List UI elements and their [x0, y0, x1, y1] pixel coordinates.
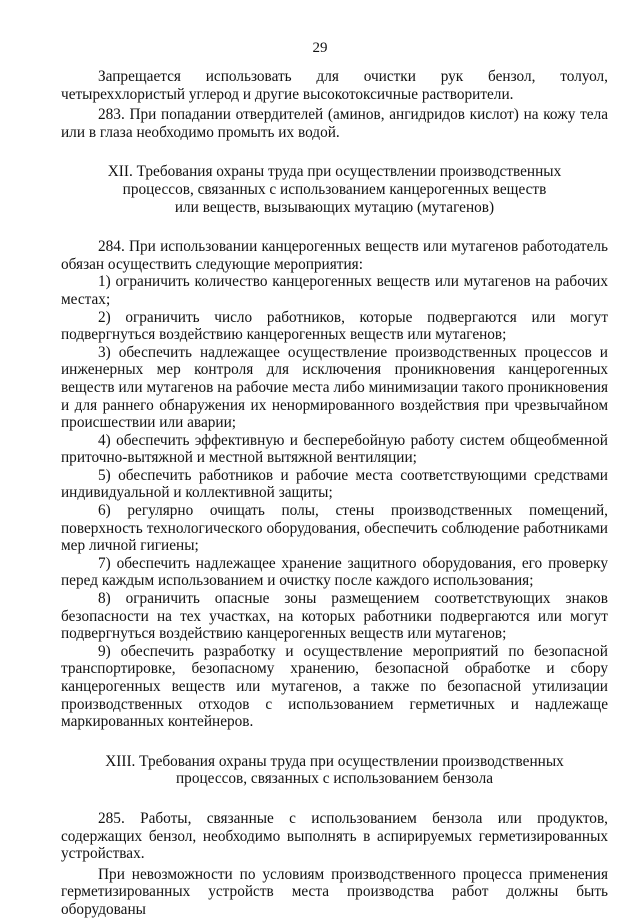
list-item-2: 2) ограничить число работников, которые подвергаются или могут подвергнуться воздействию канцерогенных веществ или мутагенов; — [61, 308, 608, 344]
list-item-3: 3) обеспечить надлежащее осуществление производственных процессов и инженерных мер контроля для исключения проникновения канцерогенных веществ или мутагенов на рабочие места либо минимизации такого проникновения и для раннего обнаружения их ненормированного воздействия при чрезвычайном происшествии или аварии; — [61, 343, 608, 432]
paragraph-285: 285. Работы, связанные с использованием бензола или продуктов, содержащих бензол, необходимо выполнять в аспирируемых герметизированных устройствах. — [61, 809, 608, 863]
paragraph-solvents: Запрещается использовать для очистки рук бензол, толуол, четыреххлористый углерод и другие высокотоксичные растворители. — [61, 68, 608, 103]
section-heading-xii — [61, 163, 608, 216]
section-heading-line: процессов, связанных с использованием канцерогенных веществ — [122, 180, 547, 198]
section-heading-line: XII. Требования охраны труда при осуществлении производственных — [107, 163, 562, 181]
paragraph-283: 283. При попадании отвердителей (аминов, ангидридов кислот) на кожу тела или в глаза необходимо промыть их водой. — [61, 106, 608, 141]
section-heading-line: процессов, связанных с использованием бензола — [175, 770, 494, 788]
list-item-8: 8) ограничить опасные зоны размещением соответствующих знаков безопасности на тех участках, на которых работники подвергаются или могут подвергнуться воздействию канцерогенных веществ или мутагенов; — [61, 590, 608, 643]
list-item-5: 5) обеспечить работников и рабочие места соответствующими средствами индивидуальной и коллективной защиты; — [61, 466, 608, 502]
section-heading-line: или веществ, вызывающих мутацию (мутагенов) — [174, 198, 495, 216]
page-number: 29 — [312, 40, 328, 56]
section-heading-xiii — [61, 753, 608, 788]
paragraph-284: 284. При использовании канцерогенных веществ или мутагенов работодатель обязан осуществить следующие мероприятия: — [61, 238, 608, 273]
page-content — [61, 68, 608, 919]
list-item-1: 1) ограничить количество канцерогенных веществ или мутагенов на рабочих местах; — [61, 273, 608, 308]
list-item-6: 6) регулярно очищать полы, стены производственных помещений, поверхность технологического оборудования, обеспечить соблюдение работниками мер личной гигиены; — [61, 502, 608, 555]
list-item-4: 4) обеспечить эффективную и бесперебойную работу систем общеобменной приточно-вытяжной и местной вытяжной вентиляции; — [61, 431, 608, 467]
list-item-9: 9) обеспечить разработку и осуществление мероприятий по безопасной транспортировке, безопасному хранению, безопасной обработке и сбору канцерогенных веществ или мутагенов, а также по безопасной утилизации производственных отходов с использованием герметичных и надлежаще маркированных контейнеров. — [61, 642, 608, 731]
list-item-7: 7) обеспечить надлежащее хранение защитного оборудования, его проверку перед каждым использованием и очистку после каждого использования; — [61, 554, 608, 590]
section-heading-line: XIII. Требования охраны труда при осуществлении производственных — [105, 752, 564, 770]
paragraph-285-continued: При невозможности по условиям производственного процесса применения герметизированных устройств места производства работ должны быть оборудованы — [61, 865, 608, 918]
